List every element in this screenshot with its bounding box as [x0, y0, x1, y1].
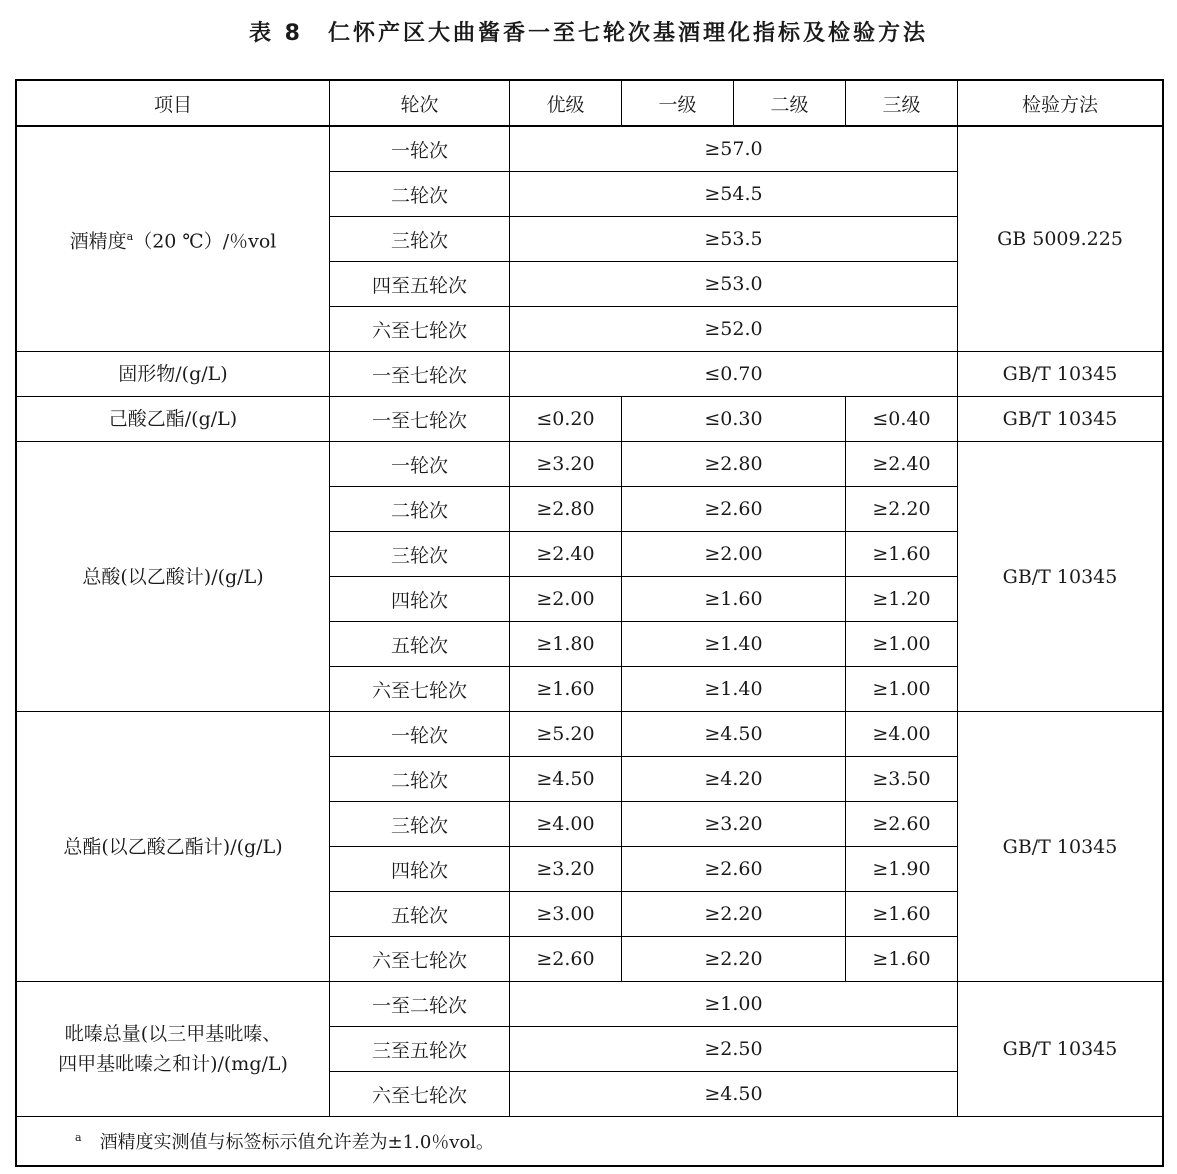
table-row — [17, 442, 1163, 487]
round-cell: 一至七轮次 — [330, 352, 510, 397]
value-cell: ≥2.60 — [622, 847, 846, 892]
value-cell: ≥53.0 — [510, 262, 958, 307]
value-cell: ≥2.50 — [510, 1027, 958, 1072]
value-cell: ≥2.20 — [622, 892, 846, 937]
value-cell: ≥1.00 — [510, 982, 958, 1027]
item-alcohol-unit: （20 ℃）/％vol — [133, 230, 277, 253]
value-cell: ≥1.40 — [622, 622, 846, 667]
item-total-ester: 总酯(以乙酸乙酯计)/(g/L) — [17, 712, 330, 982]
table-row — [17, 397, 1163, 442]
value-cell: ≥2.00 — [622, 532, 846, 577]
round-cell: 六至七轮次 — [330, 307, 510, 352]
value-cell: ≥5.20 — [510, 712, 622, 757]
round-cell: 三轮次 — [330, 802, 510, 847]
header-item: 项目 — [17, 81, 330, 127]
table-row — [17, 126, 1163, 172]
round-cell: 三轮次 — [330, 217, 510, 262]
value-cell: ≥3.20 — [510, 847, 622, 892]
value-cell: ≤0.70 — [510, 352, 958, 397]
value-cell: ≥1.90 — [846, 847, 958, 892]
round-cell: 二轮次 — [330, 172, 510, 217]
method-cell: GB 5009.225 — [958, 126, 1163, 352]
spec-table — [16, 80, 1163, 1166]
value-cell: ≥1.60 — [622, 577, 846, 622]
round-cell: 四至五轮次 — [330, 262, 510, 307]
value-cell: ≥54.5 — [510, 172, 958, 217]
value-cell: ≥3.00 — [510, 892, 622, 937]
table-title: 表 8 仁怀产区大曲酱香一至七轮次基酒理化指标及检验方法 — [249, 21, 928, 46]
round-cell: 二轮次 — [330, 487, 510, 532]
value-cell: ≥1.60 — [846, 892, 958, 937]
method-cell: GB/T 10345 — [958, 982, 1163, 1117]
footnote-marker: a — [75, 1131, 82, 1144]
round-cell: 一轮次 — [330, 442, 510, 487]
value-cell: ≥1.00 — [846, 622, 958, 667]
round-cell: 三至五轮次 — [330, 1027, 510, 1072]
item-pyrazine-line1: 吡嗪总量(以三甲基吡嗪、 — [64, 1023, 282, 1045]
table-row — [17, 352, 1163, 397]
value-cell: ≥4.20 — [622, 757, 846, 802]
item-alcohol-label: 酒精度 — [69, 230, 127, 253]
header-grade-premium: 优级 — [510, 81, 622, 127]
value-cell: ≥1.80 — [510, 622, 622, 667]
value-cell: ≥3.20 — [510, 442, 622, 487]
method-cell: GB/T 10345 — [958, 397, 1163, 442]
method-cell: GB/T 10345 — [958, 712, 1163, 982]
table-header-row — [17, 81, 1163, 127]
value-cell: ≥1.40 — [622, 667, 846, 712]
header-round: 轮次 — [330, 81, 510, 127]
table-row — [17, 712, 1163, 757]
value-cell: ≥4.00 — [510, 802, 622, 847]
footnote-marker-ref: a — [126, 229, 134, 243]
value-cell: ≤0.20 — [510, 397, 622, 442]
method-cell: GB/T 10345 — [958, 352, 1163, 397]
item-pyrazine — [17, 982, 330, 1117]
value-cell: ≥2.80 — [622, 442, 846, 487]
round-cell: 二轮次 — [330, 757, 510, 802]
item-total-acid: 总酸(以乙酸计)/(g/L) — [17, 442, 330, 712]
value-cell: ≥1.60 — [846, 937, 958, 982]
value-cell: ≥3.20 — [622, 802, 846, 847]
round-cell: 一至二轮次 — [330, 982, 510, 1027]
round-cell: 五轮次 — [330, 622, 510, 667]
round-cell: 一轮次 — [330, 126, 510, 172]
value-cell: ≥2.20 — [846, 487, 958, 532]
round-cell: 一至七轮次 — [330, 397, 510, 442]
value-cell: ≥2.00 — [510, 577, 622, 622]
round-cell: 三轮次 — [330, 532, 510, 577]
value-cell: ≥2.40 — [846, 442, 958, 487]
item-ethyl-caproate: 己酸乙酯/(g/L) — [17, 397, 330, 442]
value-cell: ≥52.0 — [510, 307, 958, 352]
header-grade-third: 三级 — [846, 81, 958, 127]
value-cell: ≥4.50 — [510, 1072, 958, 1117]
table-row — [17, 982, 1163, 1027]
round-cell: 一轮次 — [330, 712, 510, 757]
value-cell: ≥2.20 — [622, 937, 846, 982]
round-cell: 六至七轮次 — [330, 667, 510, 712]
value-cell: ≥2.80 — [510, 487, 622, 532]
header-grade-second: 二级 — [734, 81, 846, 127]
value-cell: ≥2.60 — [510, 937, 622, 982]
value-cell: ≥1.60 — [846, 532, 958, 577]
header-grade-first: 一级 — [622, 81, 734, 127]
footnote — [17, 1117, 1163, 1166]
value-cell: ≥1.60 — [510, 667, 622, 712]
header-method: 检验方法 — [958, 81, 1163, 127]
value-cell: ≥2.60 — [846, 802, 958, 847]
footnote-row — [17, 1117, 1163, 1166]
value-cell: ≥53.5 — [510, 217, 958, 262]
value-cell: ≥2.60 — [622, 487, 846, 532]
value-cell: ≥2.40 — [510, 532, 622, 577]
footnote-text: 酒精度实测值与标签标示值允许差为±1.0％vol。 — [99, 1132, 495, 1153]
item-pyrazine-line2: 四甲基吡嗪之和计)/(mg/L) — [58, 1053, 288, 1075]
value-cell: ≥1.20 — [846, 577, 958, 622]
item-alcohol — [17, 126, 330, 352]
value-cell: ≤0.40 — [846, 397, 958, 442]
value-cell: ≥4.50 — [622, 712, 846, 757]
value-cell: ≥57.0 — [510, 126, 958, 172]
value-cell: ≥4.50 — [510, 757, 622, 802]
item-solids: 固形物/(g/L) — [17, 352, 330, 397]
round-cell: 四轮次 — [330, 847, 510, 892]
method-cell: GB/T 10345 — [958, 442, 1163, 712]
value-cell: ≥4.00 — [846, 712, 958, 757]
round-cell: 六至七轮次 — [330, 1072, 510, 1117]
value-cell: ≥3.50 — [846, 757, 958, 802]
value-cell: ≥1.00 — [846, 667, 958, 712]
round-cell: 四轮次 — [330, 577, 510, 622]
round-cell: 五轮次 — [330, 892, 510, 937]
value-cell: ≤0.30 — [622, 397, 846, 442]
round-cell: 六至七轮次 — [330, 937, 510, 982]
